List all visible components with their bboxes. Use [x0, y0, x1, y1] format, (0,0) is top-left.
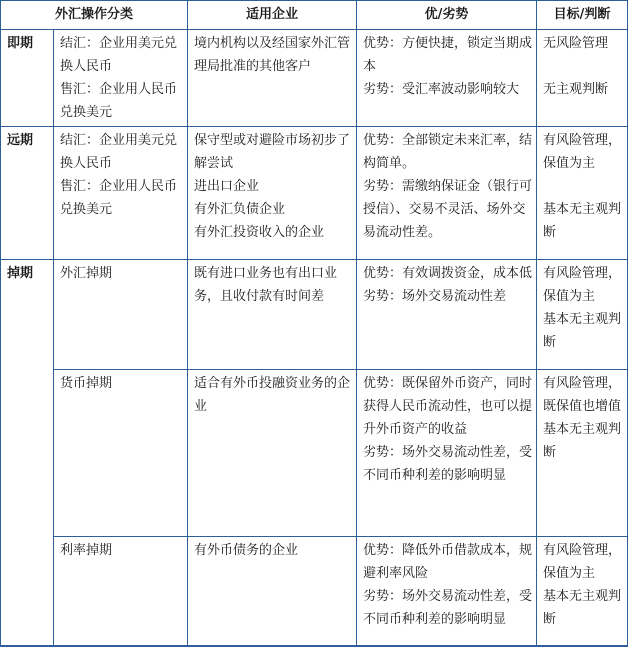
header-category: 外汇操作分类 — [1, 1, 188, 30]
operation-cell: 外汇掉期 — [54, 260, 188, 370]
header-applicable: 适用企业 — [188, 1, 357, 30]
operation-cell: 货币掉期 — [54, 370, 188, 537]
category-cell: 即期 — [1, 30, 54, 127]
header-pros-cons: 优/劣势 — [357, 1, 537, 30]
target-cell: 有风险管理，保值为主 基本无主观判断 — [537, 537, 628, 647]
applicable-cell: 有外币债务的企业 — [188, 537, 357, 647]
category-cell: 掉期 — [1, 260, 54, 647]
operation-cell: 结汇：企业用美元兑换人民币 售汇：企业用人民币兑换美元 — [54, 127, 188, 260]
target-cell: 有风险管理，保值为主 基本无主观判断 — [537, 260, 628, 370]
target-cell: 有风险管理，既保值也增值 基本无主观判断 — [537, 370, 628, 537]
table-row — [1, 260, 628, 370]
applicable-cell: 保守型或对避险市场初步了解尝试 进出口企业 有外汇负债企业 有外汇投资收入的企业 — [188, 127, 357, 260]
applicable-cell: 适合有外币投融资业务的企业 — [188, 370, 357, 537]
table-row — [1, 127, 628, 260]
target-cell: 无风险管理 无主观判断 — [537, 30, 628, 127]
table-row — [1, 537, 628, 647]
pros-cons-cell: 优势：降低外币借款成本，规避利率风险 劣势：场外交易流动性差，受不同币种利差的影响明显 — [357, 537, 537, 647]
operation-cell: 利率掉期 — [54, 537, 188, 647]
table-row — [1, 30, 628, 127]
pros-cons-cell: 优势：既保留外币资产，同时获得人民币流动性，也可以提升外币资产的收益 劣势：场外交易流动性差，受不同币种利差的影响明显 — [357, 370, 537, 537]
target-cell: 有风险管理，保值为主 基本无主观判断 — [537, 127, 628, 260]
pros-cons-cell: 优势：全部锁定未来汇率，结构简单。 劣势：需缴纳保证金（银行可授信）、交易不灵活、场外交易流动性差。 — [357, 127, 537, 260]
category-cell: 远期 — [1, 127, 54, 260]
pros-cons-cell: 优势：有效调拨资金，成本低 劣势：场外交易流动性差 — [357, 260, 537, 370]
header-row — [1, 1, 628, 30]
table-row — [1, 370, 628, 537]
applicable-cell: 境内机构以及经国家外汇管理局批准的其他客户 — [188, 30, 357, 127]
pros-cons-cell: 优势：方便快捷，锁定当期成本 劣势：受汇率波动影响较大 — [357, 30, 537, 127]
header-target: 目标/判断 — [537, 1, 628, 30]
operation-cell: 结汇：企业用美元兑换人民币 售汇：企业用人民币兑换美元 — [54, 30, 188, 127]
applicable-cell: 既有进口业务也有出口业务，且收付款有时间差 — [188, 260, 357, 370]
